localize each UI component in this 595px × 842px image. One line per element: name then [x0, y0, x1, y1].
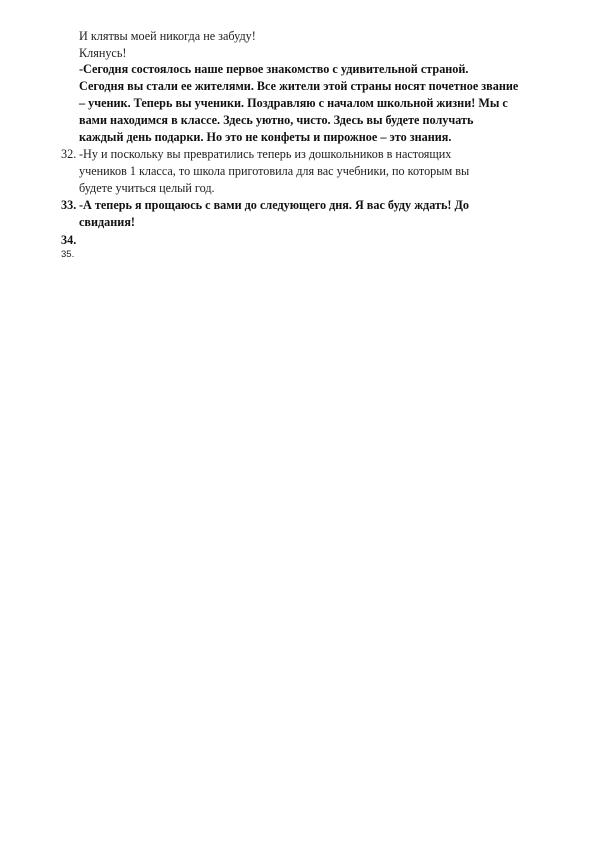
item-number: 33.	[61, 198, 77, 212]
greeting-line: каждый день подарки. Но это не конфеты и пирожное – это знания.	[79, 130, 452, 144]
greeting-line: – ученик. Теперь вы ученики. Поздравляю с началом школьной жизни! Мы с	[79, 96, 508, 110]
item-line: будете учиться целый год.	[79, 181, 215, 195]
item-number: 32.	[61, 147, 77, 161]
greeting-line: вами находимся в классе. Здесь уютно, чисто. Здесь вы будете получать	[79, 113, 474, 127]
item-number: 35.	[61, 249, 75, 260]
oath-word: Клянусь!	[79, 46, 127, 60]
greeting-line: -Сегодня состоялось наше первое знакомство с удивительной страной.	[79, 62, 469, 76]
oath-line: И клятвы моей никогда не забуду!	[79, 29, 256, 43]
item-number: 34.	[61, 233, 77, 247]
item-line: учеников 1 класса, то школа приготовила для вас учебники, по которым вы	[79, 164, 470, 178]
item-line: -Ну и поскольку вы превратились теперь из дошкольников в настоящих	[79, 147, 452, 161]
greeting-line: Сегодня вы стали ее жителями. Все жители этой страны носят почетное звание	[79, 79, 519, 93]
item-line: свидания!	[79, 215, 135, 229]
item-line: -А теперь я прощаюсь с вами до следующего дня. Я вас буду ждать! До	[79, 198, 469, 212]
